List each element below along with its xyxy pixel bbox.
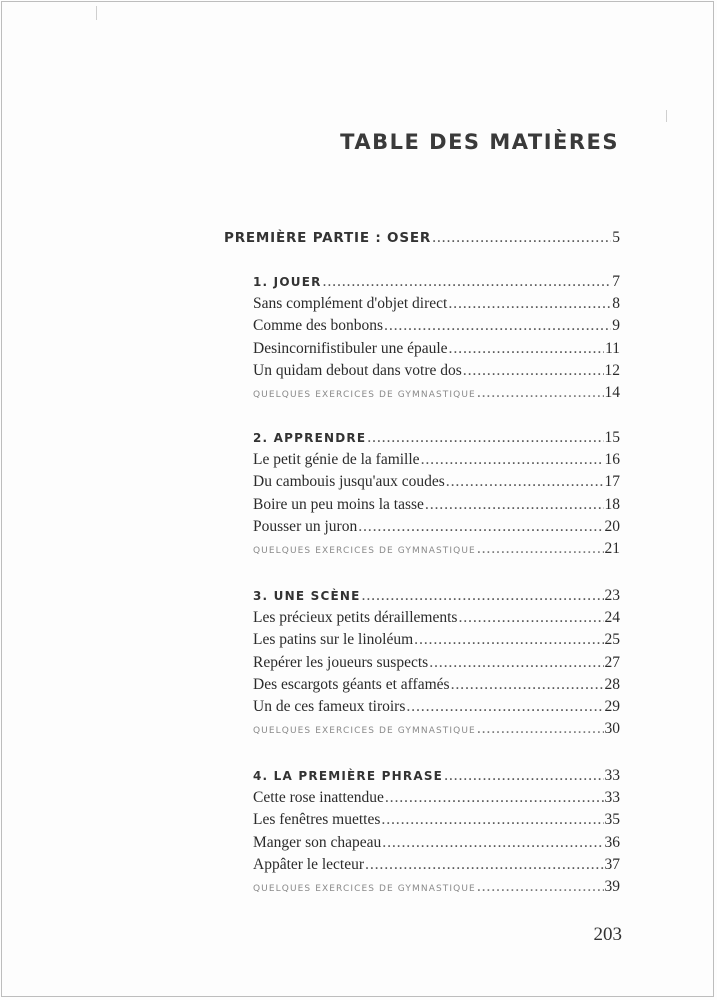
dot-leader (425, 496, 604, 514)
dot-leader (458, 609, 603, 627)
entry-title: Desincornifistibuler une épaule (253, 339, 448, 357)
toc-entry[interactable] (253, 295, 620, 317)
page-folio: 203 (593, 924, 622, 945)
page-number: 28 (604, 675, 620, 693)
chapter-block (253, 429, 620, 562)
toc-entry[interactable] (253, 676, 620, 698)
entry-title: Un quidam debout dans votre dos (253, 361, 462, 379)
part-page-number: 5 (612, 229, 620, 246)
entry-title: Boire un peu moins la tasse (253, 495, 424, 513)
toc-entry[interactable] (253, 834, 620, 856)
scan-mark (96, 6, 97, 20)
toc-entry[interactable] (253, 496, 620, 518)
dot-leader (444, 767, 603, 785)
dot-leader (385, 789, 604, 807)
dot-leader (381, 811, 603, 829)
exercises-row[interactable] (253, 384, 620, 406)
page-number: 25 (604, 631, 620, 649)
dot-leader (477, 720, 604, 738)
entry-title: Des escargots géants et affamés (253, 675, 450, 693)
entry-title: Les précieux petits déraillements (253, 609, 458, 627)
toc-entry[interactable] (253, 789, 620, 811)
dot-leader (449, 340, 605, 358)
entry-title: Du cambouis jusqu'aux coudes (253, 473, 445, 491)
dot-leader (382, 834, 603, 852)
dot-leader (429, 654, 603, 672)
dot-leader (448, 295, 611, 313)
page-number: 16 (604, 451, 620, 469)
page-number: 9 (612, 317, 620, 335)
page-number: 24 (604, 609, 620, 627)
page-number: 8 (612, 295, 620, 313)
part-label: PREMIÈRE PARTIE : OSER (224, 230, 432, 246)
entry-title: Un de ces fameux tiroirs (253, 697, 406, 715)
chapter-heading: 2. APPRENDRE (253, 431, 367, 445)
page-number: 18 (604, 495, 620, 513)
page-number: 12 (604, 361, 620, 379)
toc-entry[interactable] (253, 518, 620, 540)
page-number: 11 (605, 339, 620, 357)
page-title: TABLE DES MATIÈRES (340, 130, 619, 154)
page-number: 30 (604, 720, 620, 738)
dot-leader (446, 473, 604, 491)
dot-leader (362, 587, 604, 605)
page-number: 14 (604, 383, 620, 401)
page-number: 20 (604, 517, 620, 535)
toc-entry[interactable] (253, 856, 620, 878)
entry-title: Sans complément d'objet direct (253, 295, 448, 313)
page-number: 39 (604, 877, 620, 895)
scan-mark (666, 110, 667, 122)
page-number: 7 (612, 273, 620, 290)
page-number: 21 (604, 539, 620, 557)
toc-part-row[interactable] (224, 229, 620, 251)
exercises-label: QUELQUES EXERCICES DE GYMNASTIQUE (253, 389, 476, 400)
chapter-block (253, 587, 620, 742)
dot-leader (477, 878, 604, 896)
toc-entry[interactable] (253, 631, 620, 653)
toc-entry[interactable] (253, 698, 620, 720)
page-number: 23 (604, 587, 620, 604)
dot-leader (358, 518, 603, 536)
toc-entry[interactable] (253, 340, 620, 362)
dot-leader (451, 676, 604, 694)
page-number: 29 (604, 697, 620, 715)
entry-title: Manger son chapeau (253, 833, 382, 851)
dot-leader (477, 540, 604, 558)
toc-entry[interactable] (253, 317, 620, 339)
entry-title: Les fenêtres muettes (253, 811, 381, 829)
chapter-block (253, 273, 620, 406)
dot-leader (432, 229, 611, 247)
dot-leader (323, 273, 612, 291)
chapter-heading: 3. UNE SCÈNE (253, 589, 361, 603)
page-number: 27 (604, 653, 620, 671)
page-number: 33 (604, 767, 620, 784)
exercises-row[interactable] (253, 720, 620, 742)
dot-leader (477, 384, 604, 402)
entry-title: Les patins sur le linoléum (253, 631, 414, 649)
page-number: 33 (604, 789, 620, 807)
dot-leader (384, 317, 611, 335)
toc-entry[interactable] (253, 811, 620, 833)
exercises-label: QUELQUES EXERCICES DE GYMNASTIQUE (253, 726, 476, 737)
toc-entry[interactable] (253, 451, 620, 473)
entry-title: Le petit génie de la famille (253, 451, 420, 469)
toc-entry[interactable] (253, 654, 620, 676)
dot-leader (367, 429, 603, 447)
exercises-row[interactable] (253, 878, 620, 900)
dot-leader (414, 631, 603, 649)
entry-title: Repérer les joueurs suspects (253, 653, 429, 671)
chapter-heading-row[interactable] (253, 273, 620, 295)
chapter-heading-row[interactable] (253, 767, 620, 789)
chapter-heading: 4. LA PREMIÈRE PHRASE (253, 769, 444, 783)
toc-entry[interactable] (253, 362, 620, 384)
entry-title: Appâter le lecteur (253, 855, 365, 873)
entry-title: Cette rose inattendue (253, 789, 384, 807)
chapter-heading-row[interactable] (253, 429, 620, 451)
toc-part (224, 229, 620, 251)
page-number: 17 (604, 473, 620, 491)
dot-leader (421, 451, 604, 469)
chapter-heading: 1. JOUER (253, 275, 322, 289)
page-number: 35 (604, 811, 620, 829)
toc-entry[interactable] (253, 473, 620, 495)
page-number: 36 (604, 833, 620, 851)
chapter-heading-row[interactable] (253, 587, 620, 609)
dot-leader (463, 362, 604, 380)
chapter-block (253, 767, 620, 900)
dot-leader (406, 698, 603, 716)
toc-entry[interactable] (253, 609, 620, 631)
exercises-label: QUELQUES EXERCICES DE GYMNASTIQUE (253, 883, 476, 894)
exercises-label: QUELQUES EXERCICES DE GYMNASTIQUE (253, 545, 476, 556)
dot-leader (365, 856, 603, 874)
page-number: 37 (604, 855, 620, 873)
entry-title: Comme des bonbons (253, 317, 384, 335)
entry-title: Pousser un juron (253, 517, 358, 535)
page-number: 15 (604, 429, 620, 446)
exercises-row[interactable] (253, 540, 620, 562)
